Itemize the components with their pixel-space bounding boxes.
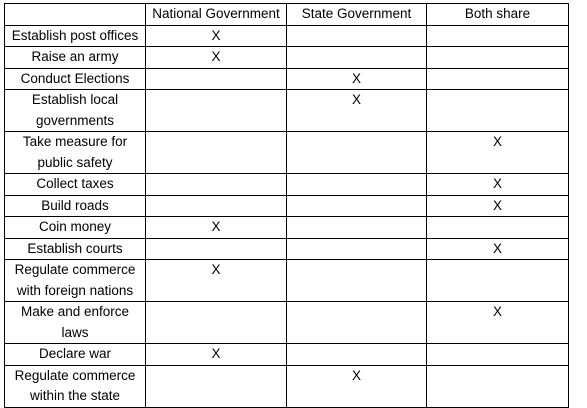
both-mark [427,47,569,69]
both-mark: X [427,195,569,217]
table-row [5,47,569,69]
national-mark [146,365,287,407]
table-row [5,68,569,90]
state-mark [287,132,427,174]
power-label: Take measure for public safety [5,132,146,174]
power-label: Raise an army [5,47,146,69]
state-mark [287,174,427,196]
national-mark [146,302,287,344]
state-mark: X [287,90,427,132]
table-row [5,174,569,196]
both-mark: X [427,174,569,196]
table-row [5,302,569,344]
state-mark [287,217,427,239]
table-row [5,90,569,132]
header-both-share: Both share [427,4,569,26]
both-mark [427,90,569,132]
power-label: Declare war [5,344,146,366]
national-mark: X [146,344,287,366]
both-mark [427,68,569,90]
power-label: Establish post offices [5,25,146,47]
national-mark: X [146,47,287,69]
power-label: Make and enforce laws [5,302,146,344]
state-mark [287,344,427,366]
table-row [5,238,569,260]
national-mark: X [146,25,287,47]
both-mark: X [427,132,569,174]
government-powers-table [4,3,569,408]
state-mark: X [287,68,427,90]
national-mark: X [146,260,287,302]
both-mark [427,365,569,407]
national-mark [146,238,287,260]
power-label: Establish local governments [5,90,146,132]
power-label: Coin money [5,217,146,239]
national-mark [146,132,287,174]
header-row [5,4,569,26]
state-mark [287,260,427,302]
power-label: Regulate commerce with foreign nations [5,260,146,302]
table-row [5,217,569,239]
national-mark [146,195,287,217]
power-label: Regulate commerce within the state [5,365,146,407]
both-mark [427,344,569,366]
both-mark [427,217,569,239]
national-mark [146,90,287,132]
national-mark [146,174,287,196]
table-row [5,260,569,302]
power-label: Conduct Elections [5,68,146,90]
table-row [5,344,569,366]
power-label: Collect taxes [5,174,146,196]
header-national-government: National Government [146,4,287,26]
national-mark [146,68,287,90]
power-label: Build roads [5,195,146,217]
power-label: Establish courts [5,238,146,260]
state-mark [287,302,427,344]
both-mark [427,25,569,47]
table-row [5,195,569,217]
both-mark: X [427,302,569,344]
state-mark [287,238,427,260]
both-mark [427,260,569,302]
header-cell-empty [5,4,146,26]
table-row [5,132,569,174]
header-state-government: State Government [287,4,427,26]
both-mark: X [427,238,569,260]
national-mark: X [146,217,287,239]
table-row [5,25,569,47]
state-mark: X [287,365,427,407]
table-row [5,365,569,407]
state-mark [287,195,427,217]
state-mark [287,47,427,69]
state-mark [287,25,427,47]
